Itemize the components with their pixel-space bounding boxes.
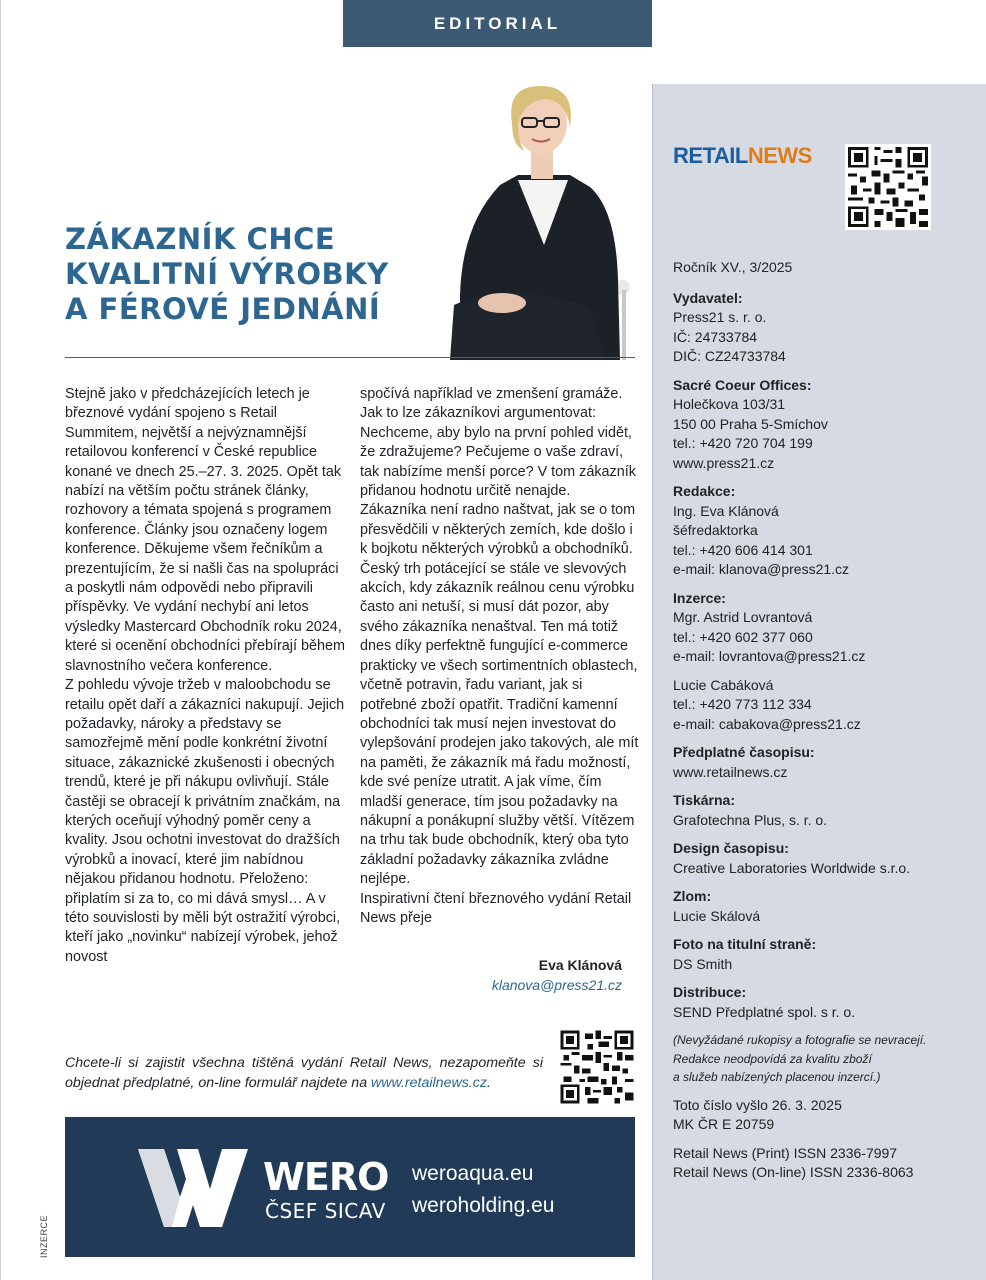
issn-online: Retail News (On-line) ISSN 2336-8063 xyxy=(673,1164,914,1180)
ad-link-weroholding[interactable]: weroholding.eu xyxy=(412,1194,555,1217)
subscription-promo xyxy=(65,1053,543,1093)
editor-name: Ing. Eva Klánová xyxy=(673,502,779,519)
cover-photo-heading: Foto na titulní straně: xyxy=(673,936,817,952)
issn-print: Retail News (Print) ISSN 2336-7997 xyxy=(673,1144,898,1161)
disclaimer-line: (Nevyžádané rukopisy a fotografie se nevracejí. Redakce neodpovídá za kvalitu zboží xyxy=(673,1033,927,1066)
section-header: EDITORIAL xyxy=(343,0,652,47)
wero-advertisement[interactable] xyxy=(65,1117,635,1257)
logo-news: NEWS xyxy=(747,143,812,168)
publisher-line: Press21 s. r. o. xyxy=(673,309,767,325)
author-email-link[interactable]: klanova@press21.cz xyxy=(491,977,622,993)
author-name: Eva Klánová xyxy=(538,957,622,973)
article-paragraph: Inspirativní čtení březnového vydání Retail News přeje xyxy=(360,890,632,926)
design-name: Creative Laboratories Worldwide s.r.o. xyxy=(673,859,911,876)
ads-contact-email-link[interactable]: e-mail: lovrantova@press21.cz xyxy=(673,648,866,664)
publisher-line: IČ: 24733784 xyxy=(673,328,758,345)
office-heading: Sacré Coeur Offices: xyxy=(673,376,812,393)
publisher-heading: Vydavatel: xyxy=(673,289,743,306)
article-column-2 xyxy=(360,385,640,928)
office-phone: tel.: +420 720 704 199 xyxy=(673,435,813,451)
layout-name: Lucie Skálová xyxy=(673,907,761,924)
office-line: 150 00 Praha 5-Smíchov xyxy=(673,415,828,432)
cover-photo-credit: DS Smith xyxy=(673,955,733,972)
promo-link[interactable]: www.retailnews.cz xyxy=(371,1075,487,1091)
page-edge xyxy=(0,0,1,1280)
ads-contact-phone: tel.: +420 602 377 060 xyxy=(673,628,813,645)
article-column-1 xyxy=(65,385,345,967)
ads-contact-name: Mgr. Astrid Lovrantová xyxy=(673,609,813,625)
article-paragraph: Stejně jako v předcházejících letech je březnové vydání spojeno s Retail Summitem, největší a nejvýznamnější retailovou konferencí v České republice konané ve dnech 25.–27. 3. 2025. Opět tak nabízí na větším počtu stránek články, rozhovory a témata spojená s programem konference. Články jsou označeny logem konference. Děkujeme všem řečníkům a prezentujícím, že si našli čas na spolupráci a poskytli nám odpovědi nebo připravili příspěvky. Ve vydání nechybí ani letos výsledky Mastercard Obchodník roku 2024, které si ocenění obchodníci přebírají během slavnostního večera konference. xyxy=(65,386,345,674)
design-heading: Design časopisu: xyxy=(673,840,789,856)
author-photo xyxy=(440,75,640,360)
headline-rule xyxy=(65,357,635,358)
editors-heading: Redakce: xyxy=(673,483,736,499)
issue-number: Ročník XV., 3/2025 xyxy=(673,259,793,275)
office-line: Holečkova 103/31 xyxy=(673,396,786,412)
ads-contact-phone: tel.: +420 773 112 334 xyxy=(673,696,812,712)
masthead-info xyxy=(673,258,973,1192)
office-website-link[interactable]: www.press21.cz xyxy=(673,454,775,471)
logo-retail: RETAIL xyxy=(673,143,748,168)
article-paragraph: Z pohledu vývoje tržeb v maloobchodu se retailu opět daří a zákazníci nakupují. Jejich požadavky, nároky a představy se samozřejmě mění podle konkrétní životní situace, zákaznické zkušenosti i obecných trendů, které je při nákupu ovlivňují. Stále častěji se obracejí k privátním značkám, na kterých oceňují výhodný poměr ceny a kvality. Jsou ochotni investovat do dražších výrobků a inovací, které jim nabídnou nějakou přidanou hodnotu. Přeloženo: připlatím si za to, co mi dává smysl… A v této souvislosti by měli být ostražití výrobci, kteří jako „novinku“ nabízejí výrobek, jehož novost xyxy=(65,677,345,965)
editor-email-link[interactable]: e-mail: klanova@press21.cz xyxy=(673,561,850,577)
headline-line: ZÁKAZNÍK CHCE xyxy=(65,222,336,256)
headline-line: KVALITNÍ VÝROBKY xyxy=(65,257,389,291)
wero-logo-icon xyxy=(138,1149,248,1227)
editor-role: šéfredaktorka xyxy=(673,522,758,538)
distribution-name: SEND Předplatné spol. s r. o. xyxy=(673,1003,856,1020)
registration-number: MK ČR E 20759 xyxy=(673,1116,775,1132)
retailnews-logo xyxy=(673,143,812,169)
article-paragraph: spočívá například ve zmenšení gramáže. Jak to lze zákazníkovi argumentovat: Nechceme, aby bylo na první pohled vidět, že zdražujeme? Pečujeme o vaše zdraví, tak nabízíme menší porce? V tom zákazník přidanou hodnotu určitě nenajde. Zákazníka není radno naštvat, jak se o tom přesvědčili v některých zemích, kde došlo i k bojkotu některých výrobků a obchodníků. Český trh potácející se stále ve slevových akcích, kdy zákazník reálnou cenu výrobku často ani netuší, si musí dát pozor, aby svého zákazníka nenaštval. Ten má totiž dnes díky perfektně fungující e-commerce prakticky ve všech sortimentních oblastech, včetně potravin, řadu variant, jak si potřebné zboží opatřit. Tradiční kamenní obchodníci tak musí nejen investovat do vylepšování prodejen jako takových, ale mít na paměti, že zákazník má řadu možností, kde své peníze utratit. A jak víme, čím mladší generace, tím jsou požadavky na nákupní a ponákupní služby větší. Vítězem na trhu tak bude obchodník, který oba tyto základní požadavky zákazníka zvládne nejlépe. xyxy=(360,386,639,888)
ad-brand-subtitle: ČSEF SICAV xyxy=(265,1199,386,1223)
qr-code-icon[interactable] xyxy=(845,144,931,230)
promo-end: . xyxy=(486,1075,491,1091)
advertisement-tag: INZERCE xyxy=(39,1214,49,1258)
ads-contact-name: Lucie Cabáková xyxy=(673,676,774,693)
article-headline xyxy=(65,222,425,327)
promo-text: Chcete-li si zajistit všechna tištěná vydání Retail News, nezapomeňte si objednat předplatné, on-line formulář najdete na xyxy=(65,1055,543,1091)
release-date: Toto číslo vyšlo 26. 3. 2025 xyxy=(673,1096,842,1113)
printer-heading: Tiskárna: xyxy=(673,792,735,808)
editor-phone: tel.: +420 606 414 301 xyxy=(673,541,813,558)
subscription-link[interactable]: www.retailnews.cz xyxy=(673,763,788,780)
ads-contact-email-link[interactable]: e-mail: cabakova@press21.cz xyxy=(673,715,861,732)
disclaimer xyxy=(673,1031,973,1087)
distribution-heading: Distribuce: xyxy=(673,984,747,1000)
author-signature xyxy=(360,955,622,995)
printer-name: Grafotechna Plus, s. r. o. xyxy=(673,811,828,828)
ad-brand-name: WERO xyxy=(263,1155,389,1199)
subscription-heading: Předplatné časopisu: xyxy=(673,744,815,760)
layout-heading: Zlom: xyxy=(673,888,712,904)
ad-link-weroaqua[interactable]: weroaqua.eu xyxy=(412,1162,534,1185)
headline-line: A FÉROVÉ JEDNÁNÍ xyxy=(65,292,381,326)
ads-heading: Inzerce: xyxy=(673,589,726,606)
qr-code-icon[interactable] xyxy=(558,1028,636,1106)
publisher-line: DIČ: CZ24733784 xyxy=(673,348,786,364)
disclaimer-line: a služeb nabízených placenou inzercí.) xyxy=(673,1070,881,1084)
